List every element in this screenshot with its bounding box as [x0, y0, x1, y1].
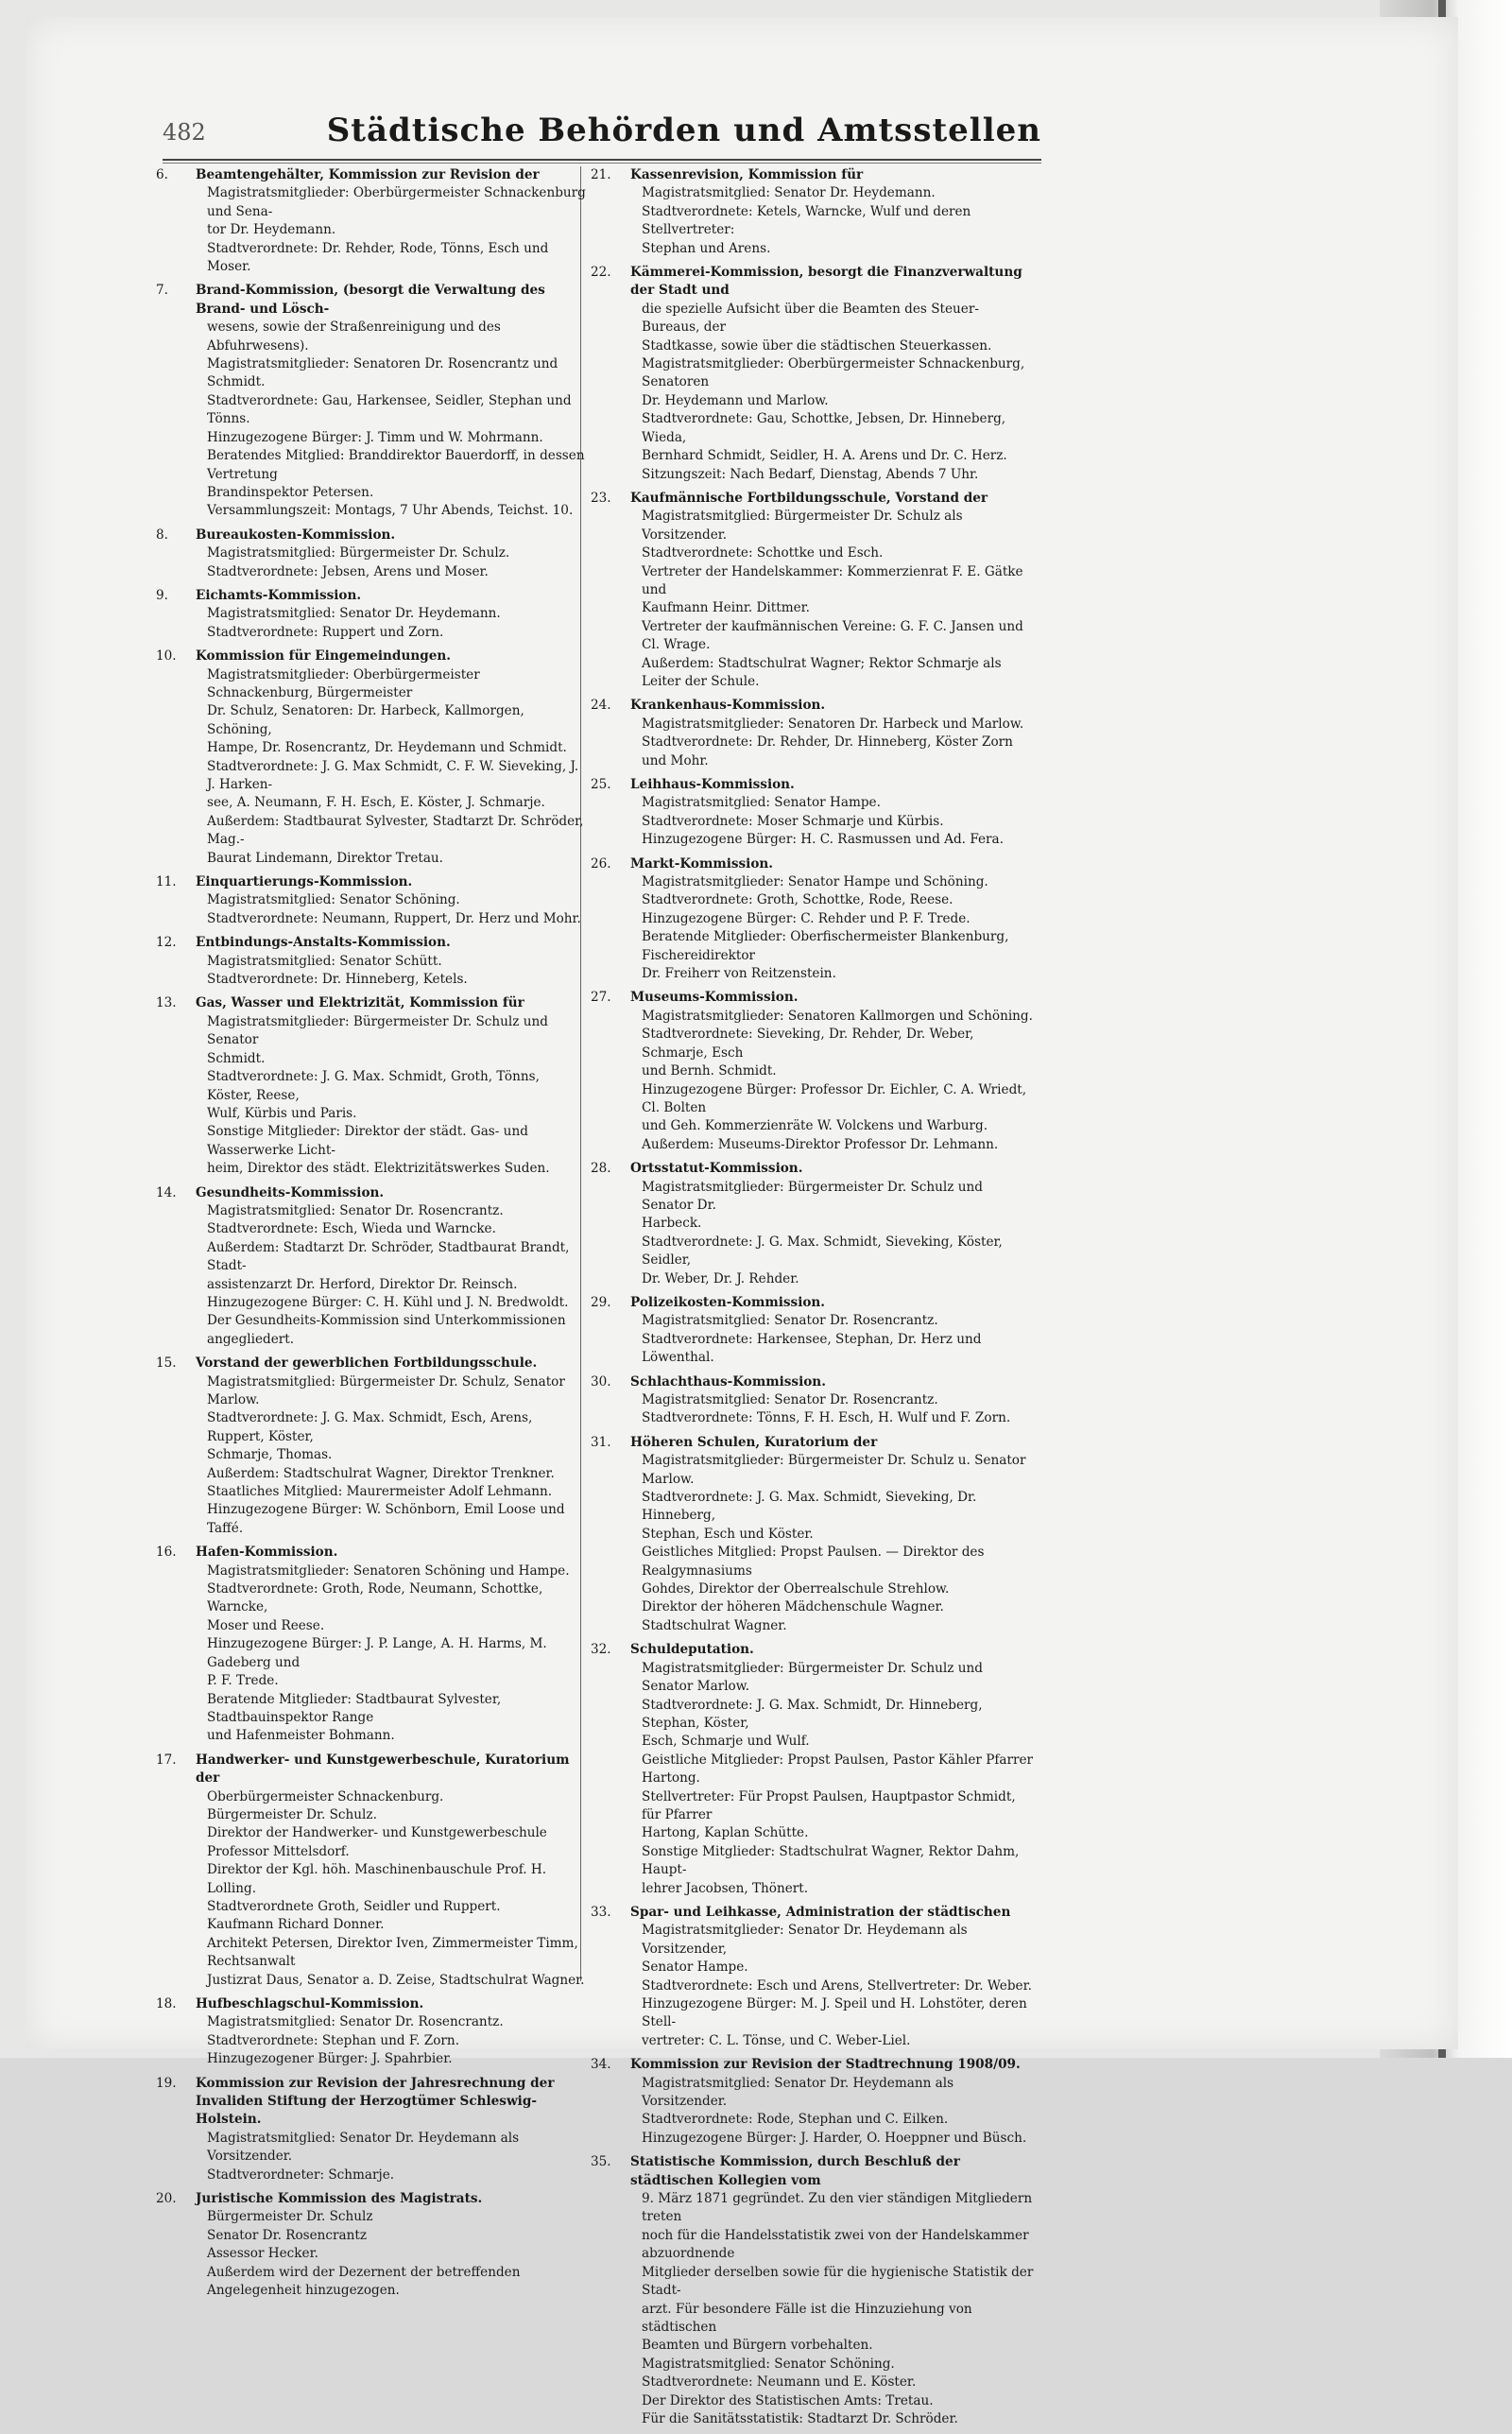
entry-heading: [156, 2075, 586, 2130]
entry-line: Stadtverordnete: J. G. Max. Schmidt, Sieveking, Dr. Hinneberg,: [642, 1490, 977, 1524]
entry-line: Magistratsmitglied: Senator Dr. Heydemann.: [642, 185, 936, 201]
commission-entry: [591, 490, 1035, 691]
running-title: Städtische Behörden und Amtsstellen: [326, 112, 1041, 149]
entry-line: Geistliche Mitglieder: Propst Paulsen, Pastor Kähler Pfarrer Hartong.: [642, 1752, 1034, 1787]
entry-line: Baurat Lindemann, Direktor Tretau.: [207, 850, 444, 866]
entry-number: 34.: [591, 2057, 611, 2073]
entry-number: 27.: [591, 990, 611, 1006]
entry-line: Stadtverordnete: Ruppert und Zorn.: [207, 624, 444, 640]
entry-number: 9.: [156, 587, 168, 603]
entry-line: Brandinspektor Petersen.: [207, 484, 374, 500]
commission-entry: [156, 1184, 586, 1350]
entry-number: 35.: [591, 2154, 611, 2170]
commission-entry: [156, 282, 586, 520]
commission-entry: [156, 994, 586, 1178]
entry-heading: [591, 776, 1035, 794]
entry-line: Wulf, Kürbis und Paris.: [207, 1105, 357, 1121]
entry-line: Magistratsmitglieder: Oberbürgermeister Schnackenburg, Bürgermeister: [207, 666, 480, 700]
entry-line: Stadtverordnete: J. G. Max. Schmidt, Groth, Tönns, Köster, Reese,: [207, 1069, 540, 1103]
entry-line: Senator Dr. Rosencrantz: [207, 2227, 368, 2243]
entry-line: Schmarje, Thomas.: [207, 1447, 333, 1463]
commission-entry: [591, 1294, 1035, 1368]
entry-line: Außerdem: Museums-Direktor Professor Dr. Lehmann.: [642, 1136, 999, 1152]
entry-line: Magistratsmitglied: Senator Dr. Heydemann.: [207, 606, 501, 622]
entry-title: Ortsstatut-Kommission.: [630, 1161, 803, 1177]
entry-line: Stadtverordnete: Rode, Stephan und C. Eilken.: [642, 2112, 949, 2128]
entry-line: Stadtverordnete: Dr. Rehder, Rode, Tönns, Esch und Moser.: [207, 240, 549, 275]
entry-title: Hufbeschlagschul-Kommission.: [196, 1996, 424, 2011]
entry-line: Magistratsmitglied: Senator Dr. Rosencrantz.: [642, 1392, 938, 1407]
entry-line: Magistratsmitglied: Bürgermeister Dr. Schulz als Vorsitzender.: [642, 509, 963, 543]
entry-line: Außerdem: Stadtbaurat Sylvester, Stadtarzt Dr. Schröder, Mag.-: [207, 813, 584, 848]
entry-number: 21.: [591, 167, 611, 182]
entry-line: und Geh. Kommerzienräte W. Volckens und Warburg.: [642, 1118, 988, 1134]
entry-line: Staatliches Mitglied: Maurermeister Adolf Lehmann.: [207, 1484, 553, 1500]
commission-entry: [591, 1434, 1035, 1635]
entry-heading: [156, 1752, 586, 1788]
entry-line: Magistratsmitglied: Senator Dr. Rosencrantz.: [207, 2014, 504, 2030]
commission-entry: [591, 264, 1035, 484]
entry-number: 33.: [591, 1904, 611, 1920]
entry-number: 29.: [591, 1294, 611, 1310]
entry-heading: [156, 647, 586, 665]
entry-line: 9. März 1871 gegründet. Zu den vier ständigen Mitgliedern treten: [642, 2191, 1033, 2225]
entry-line: Stadtkasse, sowie über die städtischen Steuerkassen.: [642, 337, 992, 354]
entry-line: Magistratsmitglieder: Senatoren Dr. Rosencrantz und Schmidt.: [207, 356, 558, 390]
entry-line: Sonstige Mitglieder: Direktor der städt. Gas- und Wasserwerke Licht-: [207, 1124, 528, 1158]
entry-line: Harbeck.: [642, 1216, 702, 1232]
entry-line: Magistratsmitglied: Bürgermeister Dr. Schulz.: [207, 545, 510, 561]
entry-line: Stadtverordnete: Ketels, Warncke, Wulf und deren Stellvertreter:: [642, 203, 971, 238]
entry-heading: [156, 1544, 586, 1562]
entry-line: Bernhard Schmidt, Seidler, H. A. Arens und Dr. C. Herz.: [642, 448, 1007, 464]
entry-number: 18.: [156, 1996, 177, 2011]
entry-number: 28.: [591, 1161, 611, 1177]
entry-line: Stadtverordnete: Tönns, F. H. Esch, H. Wulf und F. Zorn.: [642, 1410, 1011, 1426]
entry-line: Stadtverordnete: Jebsen, Arens und Moser.: [207, 563, 489, 579]
entry-line: Magistratsmitglieder: Senatoren Kallmorgen und Schöning.: [642, 1008, 1033, 1024]
left-column: [156, 166, 586, 2306]
entry-title: Krankenhaus-Kommission.: [630, 698, 826, 714]
entry-number: 22.: [591, 265, 611, 281]
entry-line: Für die Sanitätsstatistik: Stadtarzt Dr. Schröder.: [642, 2410, 958, 2426]
commission-entry: [591, 1904, 1035, 2050]
header-rule-thin: [163, 163, 1041, 164]
entry-line: Kaufmann Heinr. Dittmer.: [642, 600, 810, 616]
entry-line: Magistratsmitglied: Senator Hampe.: [642, 795, 881, 811]
entry-line: Magistratsmitglied: Senator Dr. Rosencrantz.: [642, 1313, 938, 1329]
entry-line: Direktor der Kgl. höh. Maschinenbauschule Prof. H. Lolling.: [207, 1862, 547, 1896]
entry-line: Stephan, Esch und Köster.: [642, 1526, 814, 1542]
entry-line: Gohdes, Direktor der Oberrealschule Strehlow.: [642, 1581, 950, 1597]
entry-number: 10.: [156, 648, 177, 665]
entry-line: Senator Hampe.: [642, 1959, 748, 1976]
entry-line: Stadtverordnete: Esch, Wieda und Warncke.: [207, 1221, 496, 1237]
entry-line: Magistratsmitglied: Senator Schöning.: [642, 2356, 895, 2372]
entry-title: Kommission für Eingemeindungen.: [196, 648, 451, 665]
entry-line: Stadtverordnete: Moser Schmarje und Kürbis.: [642, 813, 944, 829]
entry-line: Magistratsmitglieder: Bürgermeister Dr. Schulz und Senator Dr.: [642, 1179, 983, 1213]
entry-heading: [591, 490, 1035, 508]
entry-line: Stadtverordnete: J. G. Max Schmidt, C. F. W. Sieveking, J. J. Harken-: [207, 758, 579, 792]
entry-line: Versammlungszeit: Montags, 7 Uhr Abends, Teichst. 10.: [207, 503, 574, 519]
entry-heading: [591, 855, 1035, 873]
entry-line: Beratendes Mitglied: Branddirektor Bauerdorff, in dessen Vertretung: [207, 448, 585, 482]
entry-title: Gesundheits-Kommission.: [196, 1184, 385, 1200]
commission-entry: [591, 776, 1035, 850]
entry-line: Der Gesundheits-Kommission sind Unterkommissionen angegliedert.: [207, 1313, 566, 1347]
entry-line: see, A. Neumann, F. H. Esch, E. Köster, J. Schmarje.: [207, 795, 545, 811]
entry-title: Beamtengehälter, Kommission zur Revision der: [196, 167, 540, 182]
entry-title: Statistische Kommission, durch Beschluß der städtischen Kollegien vom: [630, 2154, 960, 2188]
entry-line: Stadtverordnete: Dr. Rehder, Dr. Hinneberg, Köster Zorn und Mohr.: [642, 734, 1013, 768]
entry-line: Magistratsmitglieder: Senator Dr. Heydemann als Vorsitzender,: [642, 1923, 968, 1957]
entry-number: 26.: [591, 855, 611, 872]
entry-line: Sonstige Mitglieder: Stadtschulrat Wagner, Rektor Dahm, Haupt-: [642, 1843, 1020, 1878]
entry-line: Stadtverordneter: Schmarje.: [207, 2166, 395, 2183]
page-number: 482: [163, 119, 206, 146]
entry-title: Spar- und Leihkasse, Administration der städtischen: [630, 1904, 1011, 1920]
entry-heading: [591, 1434, 1035, 1452]
entry-heading: [156, 587, 586, 605]
commission-entry: [591, 1160, 1035, 1288]
entry-line: Stadtverordnete: Gau, Schottke, Jebsen, Dr. Hinneberg, Wieda,: [642, 411, 1006, 445]
entry-line: heim, Direktor des städt. Elektrizitätswerkes Suden.: [207, 1161, 550, 1177]
entry-line: Stadtverordnete: Dr. Hinneberg, Ketels.: [207, 972, 468, 988]
entry-line: Magistratsmitglied: Senator Dr. Heydemann als Vorsitzender.: [642, 2075, 954, 2110]
entry-line: Dr. Weber, Dr. J. Rehder.: [642, 1270, 799, 1286]
entry-heading: [156, 1355, 586, 1372]
entry-number: 14.: [156, 1184, 177, 1200]
right-column: [591, 166, 1035, 2434]
entry-title: Schlachthaus-Kommission.: [630, 1373, 826, 1390]
entry-title: Juristische Kommission des Magistrats.: [196, 2191, 483, 2207]
entry-line: Stadtverordnete: Sieveking, Dr. Rehder, Dr. Weber, Schmarje, Esch: [642, 1027, 974, 1061]
entry-line: Stadtverordnete Groth, Seidler und Ruppert.: [207, 1898, 501, 1914]
entry-line: Stadtverordnete: J. G. Max. Schmidt, Dr. Hinneberg, Stephan, Köster,: [642, 1697, 983, 1731]
commission-entry: [156, 2075, 586, 2184]
entry-line: Assessor Hecker.: [207, 2246, 318, 2262]
entry-heading: [591, 1294, 1035, 1312]
entry-title: Eichamts-Kommission.: [196, 587, 362, 603]
entry-number: 31.: [591, 1434, 611, 1450]
entry-line: Architekt Petersen, Direktor Iven, Zimmermeister Timm, Rechtsanwalt: [207, 1935, 578, 1970]
entry-line: Vertreter der Handelskammer: Kommerzienrat F. E. Gätke und: [642, 563, 1023, 597]
commission-entry: [591, 2153, 1035, 2428]
entry-line: Magistratsmitglied: Senator Schöning.: [207, 892, 460, 908]
entry-title: Einquartierungs-Kommission.: [196, 874, 413, 890]
entry-line: Stadtverordnete: Esch und Arens, Stellvertreter: Dr. Weber.: [642, 1977, 1032, 1994]
entry-line: Stadtverordnete: Gau, Harkensee, Seidler, Stephan und Tönns.: [207, 392, 572, 427]
commission-entry: [156, 647, 586, 868]
entry-line: Stadtverordnete: J. G. Max. Schmidt, Esch, Arens, Ruppert, Köster,: [207, 1410, 533, 1444]
entry-heading: [156, 1184, 586, 1202]
entry-heading: [591, 2056, 1035, 2074]
entry-line: Magistratsmitglied: Bürgermeister Dr. Schulz, Senator Marlow.: [207, 1373, 565, 1407]
entry-heading: [591, 264, 1035, 301]
entry-line: Hinzugezogene Bürger: J. Timm und W. Mohrmann.: [207, 429, 543, 445]
commission-entry: [156, 1752, 586, 1990]
entry-line: Stadtverordnete: Groth, Schottke, Rode, Reese.: [642, 892, 954, 908]
commission-entry: [156, 527, 586, 581]
entry-number: 15.: [156, 1355, 177, 1372]
entry-line: Geistliches Mitglied: Propst Paulsen. — Direktor des Realgymnasiums: [642, 1545, 985, 1579]
commission-entry: [591, 1373, 1035, 1428]
entry-title: Handwerker- und Kunstgewerbeschule, Kuratorium der: [196, 1752, 570, 1787]
entry-line: Dr. Freiherr von Reitzenstein.: [642, 966, 836, 982]
page-header: [163, 112, 1041, 155]
commission-entry: [591, 989, 1035, 1154]
entry-title: Kommission zur Revision der Stadtrechnung 1908/09.: [630, 2057, 1021, 2073]
entry-line: Magistratsmitglied: Senator Schütt.: [207, 953, 442, 969]
entry-line: Hinzugezogener Bürger: J. Spahrbier.: [207, 2051, 453, 2067]
entry-number: 24.: [591, 698, 611, 714]
commission-entry: [156, 2190, 586, 2300]
entry-line: Stadtverordnete: Schottke und Esch.: [642, 545, 884, 561]
entry-line: Moser und Reese.: [207, 1617, 325, 1633]
entry-number: 25.: [591, 777, 611, 792]
entry-line: Stadtverordnete: J. G. Max. Schmidt, Sieveking, Köster, Seidler,: [642, 1234, 1003, 1269]
entry-number: 32.: [591, 1642, 611, 1658]
entry-title: Museums-Kommission.: [630, 990, 799, 1006]
entry-line: Hinzugezogene Bürger: J. P. Lange, A. H. Harms, M. Gadeberg und: [207, 1636, 547, 1670]
entry-line: vertreter: C. L. Tönse, und C. Weber-Liel.: [642, 2032, 911, 2048]
entry-line: Stephan und Arens.: [642, 240, 771, 256]
entry-number: 16.: [156, 1545, 177, 1561]
entry-heading: [156, 166, 586, 184]
entry-heading: [591, 1373, 1035, 1391]
entry-line: Hinzugezogene Bürger: M. J. Speil und H. Lohstöter, deren Stell-: [642, 1996, 1027, 2030]
entry-line: Außerdem: Stadtschulrat Wagner; Rektor Schmarje als Leiter der Schule.: [642, 655, 1002, 689]
entry-line: Hinzugezogene Bürger: C. H. Kühl und J. N. Bredwoldt.: [207, 1294, 569, 1310]
entry-heading: [591, 1641, 1035, 1659]
entry-heading: [156, 527, 586, 544]
entry-line: Magistratsmitglieder: Senator Hampe und Schöning.: [642, 874, 988, 890]
entry-line: Stadtverordnete: Stephan und F. Zorn.: [207, 2032, 460, 2048]
entry-line: Stellvertreter: Für Propst Paulsen, Hauptpastor Schmidt, für Pfarrer: [642, 1788, 1016, 1822]
entry-number: 30.: [591, 1373, 611, 1390]
entry-number: 12.: [156, 935, 177, 951]
entry-title: Markt-Kommission.: [630, 855, 774, 872]
entry-line: und Bernh. Schmidt.: [642, 1063, 777, 1079]
entry-heading: [591, 166, 1035, 184]
header-rule: [163, 159, 1041, 161]
commission-entry: [591, 166, 1035, 258]
entry-line: und Hafenmeister Bohmann.: [207, 1728, 395, 1744]
entry-line: Außerdem: Stadtarzt Dr. Schröder, Stadtbaurat Brandt, Stadt-: [207, 1239, 570, 1274]
entry-line: Beamten und Bürgern vorbehalten.: [642, 2338, 873, 2354]
entry-title: Kämmerei-Kommission, besorgt die Finanzverwaltung der Stadt und: [630, 265, 1022, 299]
entry-title: Leihhaus-Kommission.: [630, 777, 795, 792]
entry-number: 20.: [156, 2191, 177, 2207]
commission-entry: [156, 873, 586, 928]
entry-heading: [156, 873, 586, 891]
commission-entry: [156, 166, 586, 276]
entry-title: Kaufmännische Fortbildungsschule, Vorstand der: [630, 490, 988, 506]
entry-number: 7.: [156, 283, 168, 299]
entry-line: Magistratsmitglieder: Bürgermeister Dr. Schulz und Senator: [207, 1013, 548, 1048]
commission-entry: [156, 1544, 586, 1745]
commission-entry: [591, 2056, 1035, 2148]
entry-heading: [156, 1995, 586, 2013]
entry-heading: [156, 934, 586, 952]
entry-line: Magistratsmitglieder: Senatoren Schöning und Hampe.: [207, 1562, 570, 1579]
entry-line: Dr. Schulz, Senatoren: Dr. Harbeck, Kallmorgen, Schöning,: [207, 703, 524, 737]
entry-line: Hinzugezogene Bürger: Professor Dr. Eichler, C. A. Wriedt, Cl. Bolten: [642, 1081, 1027, 1115]
entry-line: Magistratsmitglied: Senator Dr. Heydemann als Vorsitzender.: [207, 2130, 520, 2165]
entry-line: Magistratsmitglied: Senator Dr. Rosencrantz.: [207, 1202, 504, 1218]
entry-title: Bureaukosten-Kommission.: [196, 527, 396, 543]
entry-title: Kommission zur Revision der Jahresrechnung der Invaliden Stiftung der Herzogtümer Schleswig-Holstein.: [196, 2075, 555, 2128]
entry-line: Mitglieder derselben sowie für die hygienische Statistik der Stadt-: [642, 2264, 1034, 2299]
entry-line: Hampe, Dr. Rosencrantz, Dr. Heydemann und Schmidt.: [207, 740, 567, 756]
entry-line: Esch, Schmarje und Wulf.: [642, 1734, 810, 1750]
entry-line: Stadtverordnete: Neumann, Ruppert, Dr. Herz und Mohr.: [207, 910, 581, 926]
entry-line: Magistratsmitglieder: Bürgermeister Dr. Schulz und Senator Marlow.: [642, 1660, 983, 1695]
entry-number: 13.: [156, 995, 177, 1011]
entry-line: Bürgermeister Dr. Schulz.: [207, 1806, 377, 1822]
entry-heading: [591, 697, 1035, 715]
entry-line: Hinzugezogene Bürger: W. Schönborn, Emil Loose und Taffé.: [207, 1502, 565, 1536]
entry-title: Gas, Wasser und Elektrizität, Kommission für: [196, 995, 524, 1011]
entry-line: Außerdem: Stadtschulrat Wagner, Direktor Trenkner.: [207, 1465, 555, 1481]
entry-title: Hafen-Kommission.: [196, 1545, 338, 1561]
entry-line: Schmidt.: [207, 1050, 266, 1066]
entry-line: die spezielle Aufsicht über die Beamten des Steuer-Bureaus, der: [642, 301, 979, 336]
entry-heading: [156, 2190, 586, 2208]
entry-title: Brand-Kommission, (besorgt die Verwaltung des Brand- und Lösch-: [196, 283, 545, 317]
entry-title: Höheren Schulen, Kuratorium der: [630, 1434, 878, 1450]
entry-line: Beratende Mitglieder: Oberfischermeister Blankenburg, Fischereidirektor: [642, 929, 1009, 963]
entry-line: Dr. Heydemann und Marlow.: [642, 392, 829, 408]
entry-line: Stadtverordnete: Neumann und E. Köster.: [642, 2374, 917, 2391]
entry-heading: [591, 989, 1035, 1007]
entry-number: 19.: [156, 2075, 177, 2091]
entry-line: Sitzungszeit: Nach Bedarf, Dienstag, Abends 7 Uhr.: [642, 466, 979, 482]
commission-entry: [156, 587, 586, 642]
entry-line: Bürgermeister Dr. Schulz: [207, 2209, 373, 2225]
entry-heading: [591, 1160, 1035, 1178]
entry-title: Vorstand der gewerblichen Fortbildungsschule.: [196, 1355, 538, 1372]
entry-line: Hinzugezogene Bürger: J. Harder, O. Hoeppner und Büsch.: [642, 2130, 1027, 2146]
entry-line: Kaufmann Richard Donner.: [207, 1917, 385, 1933]
entry-title: Polizeikosten-Kommission.: [630, 1294, 826, 1310]
entry-line: Stadtverordnete: Groth, Rode, Neumann, Schottke, Warncke,: [207, 1581, 543, 1615]
entry-line: Magistratsmitglieder: Senatoren Dr. Harbeck und Marlow.: [642, 716, 1024, 732]
entry-title: Kassenrevision, Kommission für: [630, 167, 864, 182]
entry-line: Direktor der höheren Mädchenschule Wagner. Stadtschulrat Wagner.: [642, 1599, 944, 1633]
entry-line: Direktor der Handwerker- und Kunstgewerbeschule Professor Mittelsdorf.: [207, 1825, 547, 1859]
entry-line: tor Dr. Heydemann.: [207, 222, 336, 238]
entry-line: wesens, sowie der Straßenreinigung und des Abfuhrwesens).: [207, 319, 501, 354]
entry-number: 8.: [156, 527, 168, 543]
entry-line: assistenzarzt Dr. Herford, Direktor Dr. Reinsch.: [207, 1276, 518, 1292]
entry-line: Hartong, Kaplan Schütte.: [642, 1825, 809, 1841]
commission-entry: [591, 697, 1035, 770]
entry-line: arzt. Für besondere Fälle ist die Hinzuziehung von städtischen: [642, 2301, 972, 2335]
commission-entry: [156, 1355, 586, 1538]
entry-line: Oberbürgermeister Schnackenburg.: [207, 1788, 444, 1804]
entry-line: Magistratsmitglieder: Oberbürgermeister Schnackenburg und Sena-: [207, 185, 586, 219]
entry-line: noch für die Handelsstatistik zwei von der Handelskammer abzuordnende: [642, 2227, 1029, 2262]
entry-line: Vertreter der kaufmännischen Vereine: G. F. C. Jansen und Cl. Wrage.: [642, 618, 1023, 653]
entry-title: Entbindungs-Anstalts-Kommission.: [196, 935, 451, 951]
entry-line: Magistratsmitglieder: Bürgermeister Dr. Schulz u. Senator Marlow.: [642, 1453, 1026, 1487]
entry-heading: [591, 1904, 1035, 1922]
commission-entry: [156, 934, 586, 989]
entry-line: Außerdem wird der Dezernent der betreffenden Angelegenheit hinzugezogen.: [207, 2264, 521, 2299]
entry-title: Schuldeputation.: [630, 1642, 754, 1658]
commission-entry: [591, 1641, 1035, 1898]
entry-heading: [591, 2153, 1035, 2190]
entry-number: 6.: [156, 167, 168, 182]
entry-number: 23.: [591, 490, 611, 506]
entry-line: Justizrat Daus, Senator a. D. Zeise, Stadtschulrat Wagner.: [207, 1972, 585, 1988]
entry-line: P. F. Trede.: [207, 1673, 279, 1689]
entry-line: Beratende Mitglieder: Stadtbaurat Sylvester, Stadtbauinspektor Range: [207, 1691, 502, 1725]
entry-line: Hinzugezogene Bürger: C. Rehder und P. F. Trede.: [642, 910, 971, 926]
entry-line: Stadtverordnete: Harkensee, Stephan, Dr. Herz und Löwenthal.: [642, 1331, 982, 1366]
entry-number: 11.: [156, 874, 177, 890]
entry-heading: [156, 282, 586, 319]
commission-entry: [591, 855, 1035, 984]
entry-line: Der Direktor des Statistischen Amts: Tretau.: [642, 2392, 934, 2408]
entry-line: Magistratsmitglieder: Oberbürgermeister Schnackenburg, Senatoren: [642, 356, 1025, 390]
entry-number: 17.: [156, 1752, 177, 1768]
entry-heading: [156, 994, 586, 1012]
entry-line: lehrer Jacobsen, Thönert.: [642, 1880, 809, 1896]
entry-line: Hinzugezogene Bürger: H. C. Rasmussen und Ad. Fera.: [642, 832, 1004, 848]
